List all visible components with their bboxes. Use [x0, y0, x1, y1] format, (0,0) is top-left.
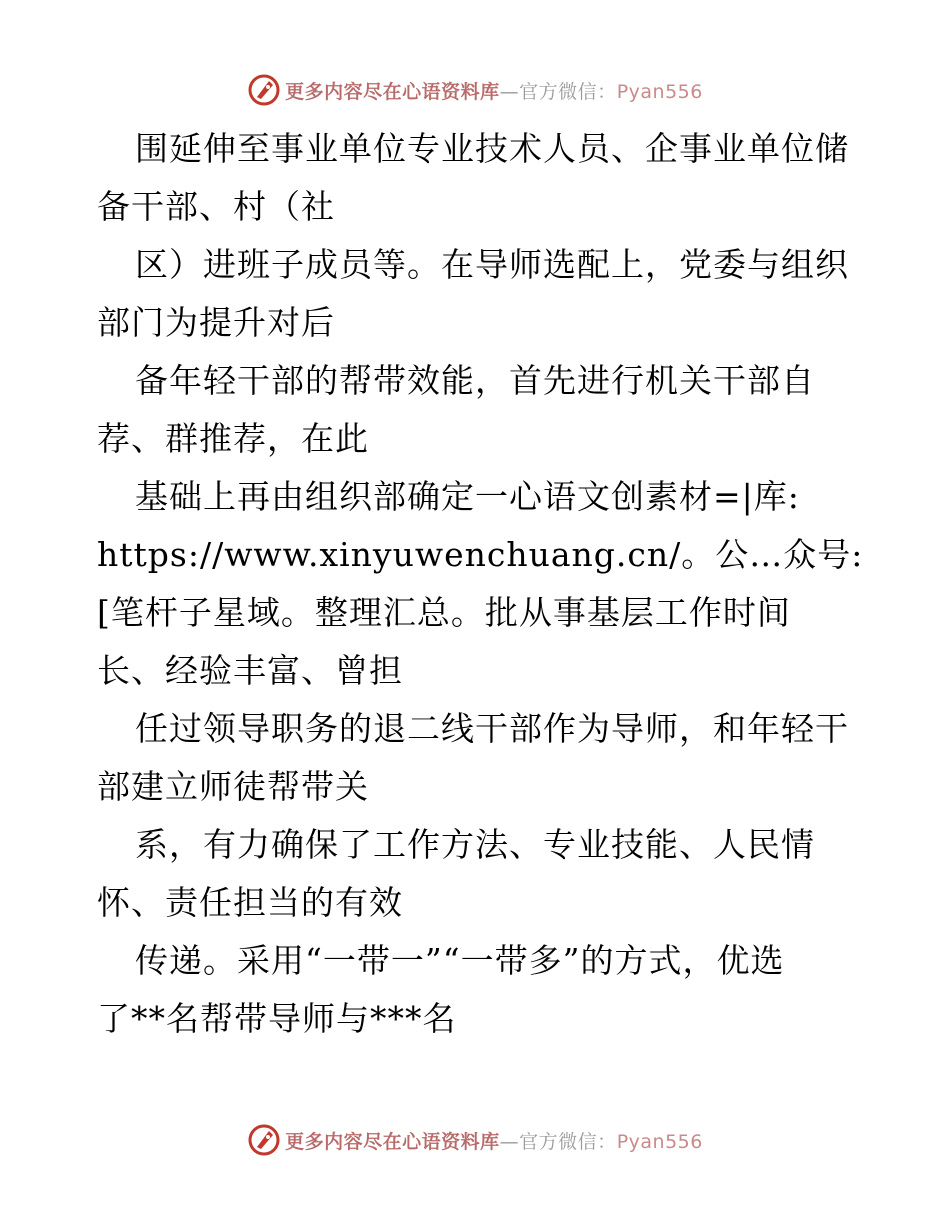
banner-wechat-label: 官方微信： [519, 1130, 617, 1153]
footer-banner [0, 1120, 950, 1160]
body-line: 荐、群推荐，在此 [97, 419, 369, 458]
body-line: 部建立师徒帮带关 [97, 767, 369, 806]
header-banner [0, 70, 950, 110]
body-line: 部门为提升对后 [97, 303, 335, 342]
document-body [97, 120, 877, 1048]
banner-prefix: 更多内容尽在心语资料库 [285, 80, 500, 103]
banner-text [285, 77, 703, 104]
body-line: 长、经验丰富、曾担 [97, 651, 403, 690]
banner-wechat-label: 官方微信： [519, 80, 617, 103]
pen-nib-logo-icon [247, 73, 281, 107]
banner-text [285, 1127, 703, 1154]
body-line: 系，有力确保了工作方法、专业技能、人民情 [135, 825, 815, 864]
body-line: https://www.xinyuwenchuang.cn/。公…众号: [97, 535, 864, 574]
pen-nib-logo-icon [247, 1123, 281, 1157]
banner-dash: — [499, 1130, 520, 1153]
banner-wechat-id: Pyan556 [616, 1130, 703, 1153]
body-line: 任过领导职务的退二线干部作为导师，和年轻干 [135, 709, 849, 748]
body-line: 传递。采用“一带一”“一带多”的方式，优选 [135, 941, 785, 980]
body-line: 围延伸至事业单位专业技术人员、企事业单位储 [135, 129, 849, 168]
banner-prefix: 更多内容尽在心语资料库 [285, 1130, 500, 1153]
body-line: 区）进班子成员等。在导师选配上，党委与组织 [135, 245, 849, 284]
body-line: 了**名帮带导师与***名 [97, 999, 457, 1038]
body-line: 怀、责任担当的有效 [97, 883, 403, 922]
body-line: 备干部、村（社 [97, 187, 335, 226]
banner-wechat-id: Pyan556 [616, 80, 703, 103]
body-line: [笔杆子星域。整理汇总。批从事基层工作时间 [97, 593, 791, 632]
banner-dash: — [499, 80, 520, 103]
body-line: 基础上再由组织部确定一心语文创素材=|库: [135, 477, 800, 516]
body-line: 备年轻干部的帮带效能，首先进行机关干部自 [135, 361, 815, 400]
